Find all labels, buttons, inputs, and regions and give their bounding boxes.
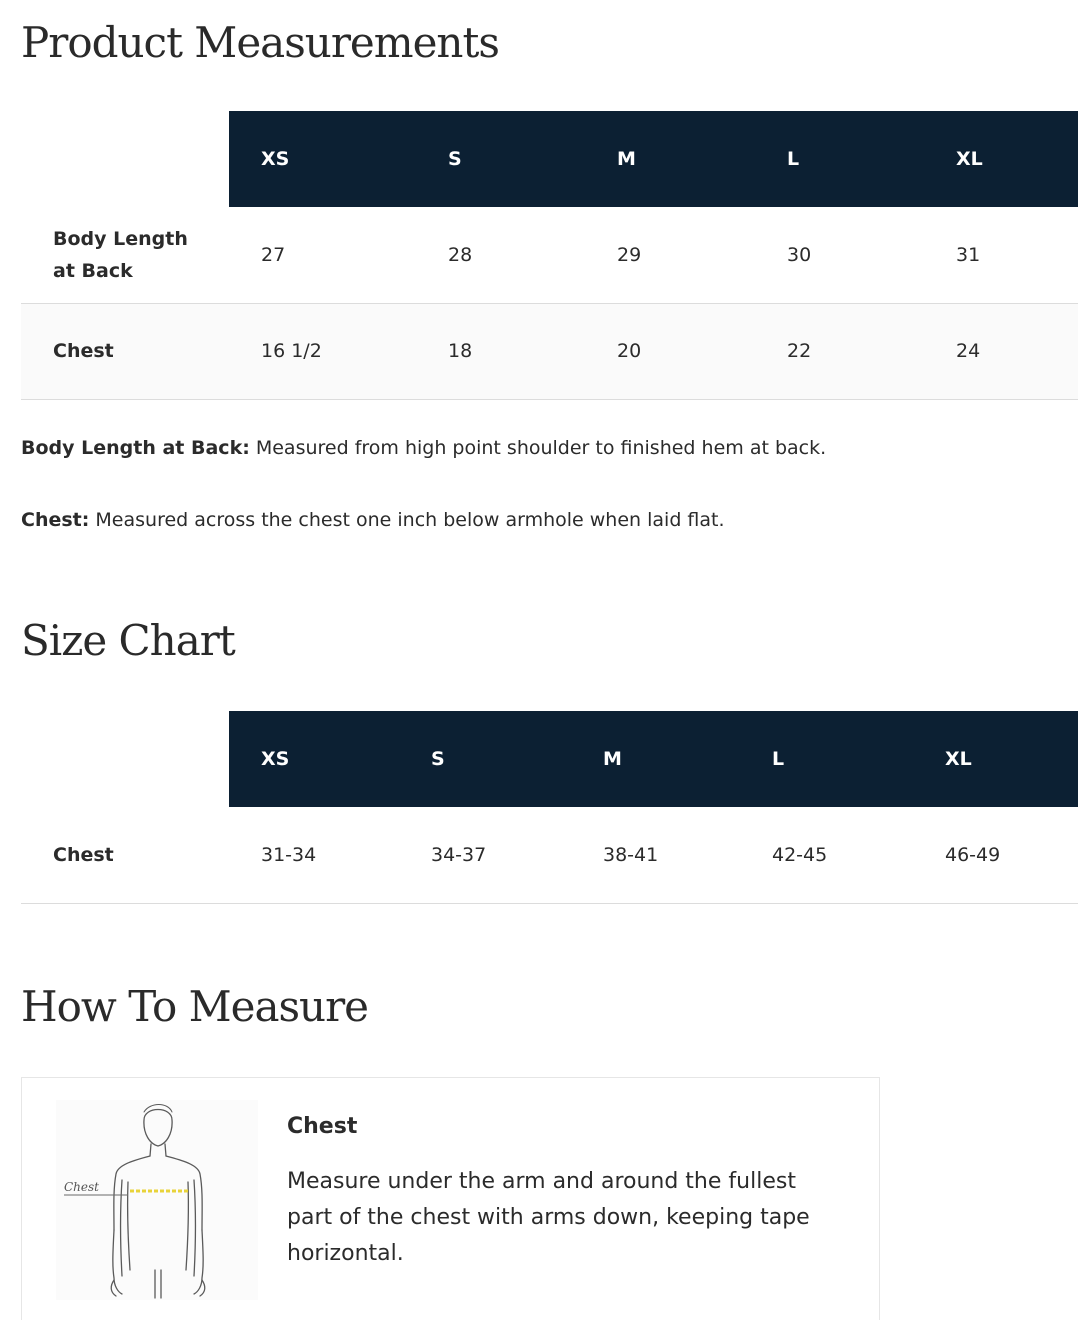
table-cell: 16 1/2 (261, 340, 322, 362)
chest-measurement-illustration (56, 1100, 258, 1300)
size-header-m: M (571, 711, 740, 807)
table-cell: 20 (617, 340, 642, 362)
note-text: Measured from high point shoulder to finished hem at back. (249, 437, 827, 459)
note-term: Body Length at Back: (21, 437, 250, 459)
measure-card-description: Measure under the arm and around the fullest part of the chest with arms down, keeping tape horizontal. (287, 1169, 810, 1266)
table-cell: 42-45 (772, 843, 828, 866)
measure-card-title: Chest (287, 1114, 358, 1139)
table-row (21, 807, 1078, 903)
row-label-chest: Chest (53, 340, 114, 362)
table-header-row (21, 111, 1078, 207)
size-header-l: L (740, 711, 913, 807)
table-corner-cell (21, 111, 229, 207)
size-header-xl: XL (924, 111, 1078, 207)
table-row (21, 207, 1078, 303)
note-chest (21, 509, 725, 531)
size-header-s: S (399, 711, 571, 807)
size-header-xl: XL (913, 711, 1078, 807)
row-label-chest: Chest (53, 843, 114, 866)
size-header-xs: XS (229, 111, 416, 207)
table-cell: 31 (956, 243, 981, 266)
how-to-measure-heading: How To Measure (21, 982, 369, 1031)
table-cell: 22 (787, 340, 812, 362)
table-corner-cell (21, 711, 229, 807)
table-cell: 46-49 (945, 843, 1001, 866)
body-figure-icon (56, 1100, 258, 1300)
table-cell: 27 (261, 243, 286, 266)
measure-card-chest (21, 1077, 880, 1320)
size-chart-heading: Size Chart (21, 616, 235, 665)
table-cell: 29 (617, 243, 642, 266)
size-chart-table (21, 711, 1078, 904)
table-row (21, 303, 1078, 399)
note-body-length (21, 437, 826, 459)
chest-illustration-label: Chest (64, 1180, 99, 1194)
table-cell: 18 (448, 340, 473, 362)
row-label-body-length: Body Length at Back (53, 227, 188, 282)
table-cell: 38-41 (603, 843, 659, 866)
table-header-row (21, 711, 1078, 807)
product-measurements-heading: Product Measurements (21, 18, 499, 67)
table-cell: 28 (448, 243, 473, 266)
note-text: Measured across the chest one inch below armhole when laid flat. (89, 509, 725, 531)
size-header-m: M (585, 111, 755, 207)
size-header-xs: XS (229, 711, 399, 807)
note-term: Chest: (21, 509, 90, 531)
table-cell: 24 (956, 340, 981, 362)
table-cell: 30 (787, 243, 812, 266)
table-cell: 34-37 (431, 843, 487, 866)
product-measurements-table (21, 111, 1078, 400)
size-header-s: S (416, 111, 585, 207)
table-cell: 31-34 (261, 843, 317, 866)
size-header-l: L (755, 111, 924, 207)
